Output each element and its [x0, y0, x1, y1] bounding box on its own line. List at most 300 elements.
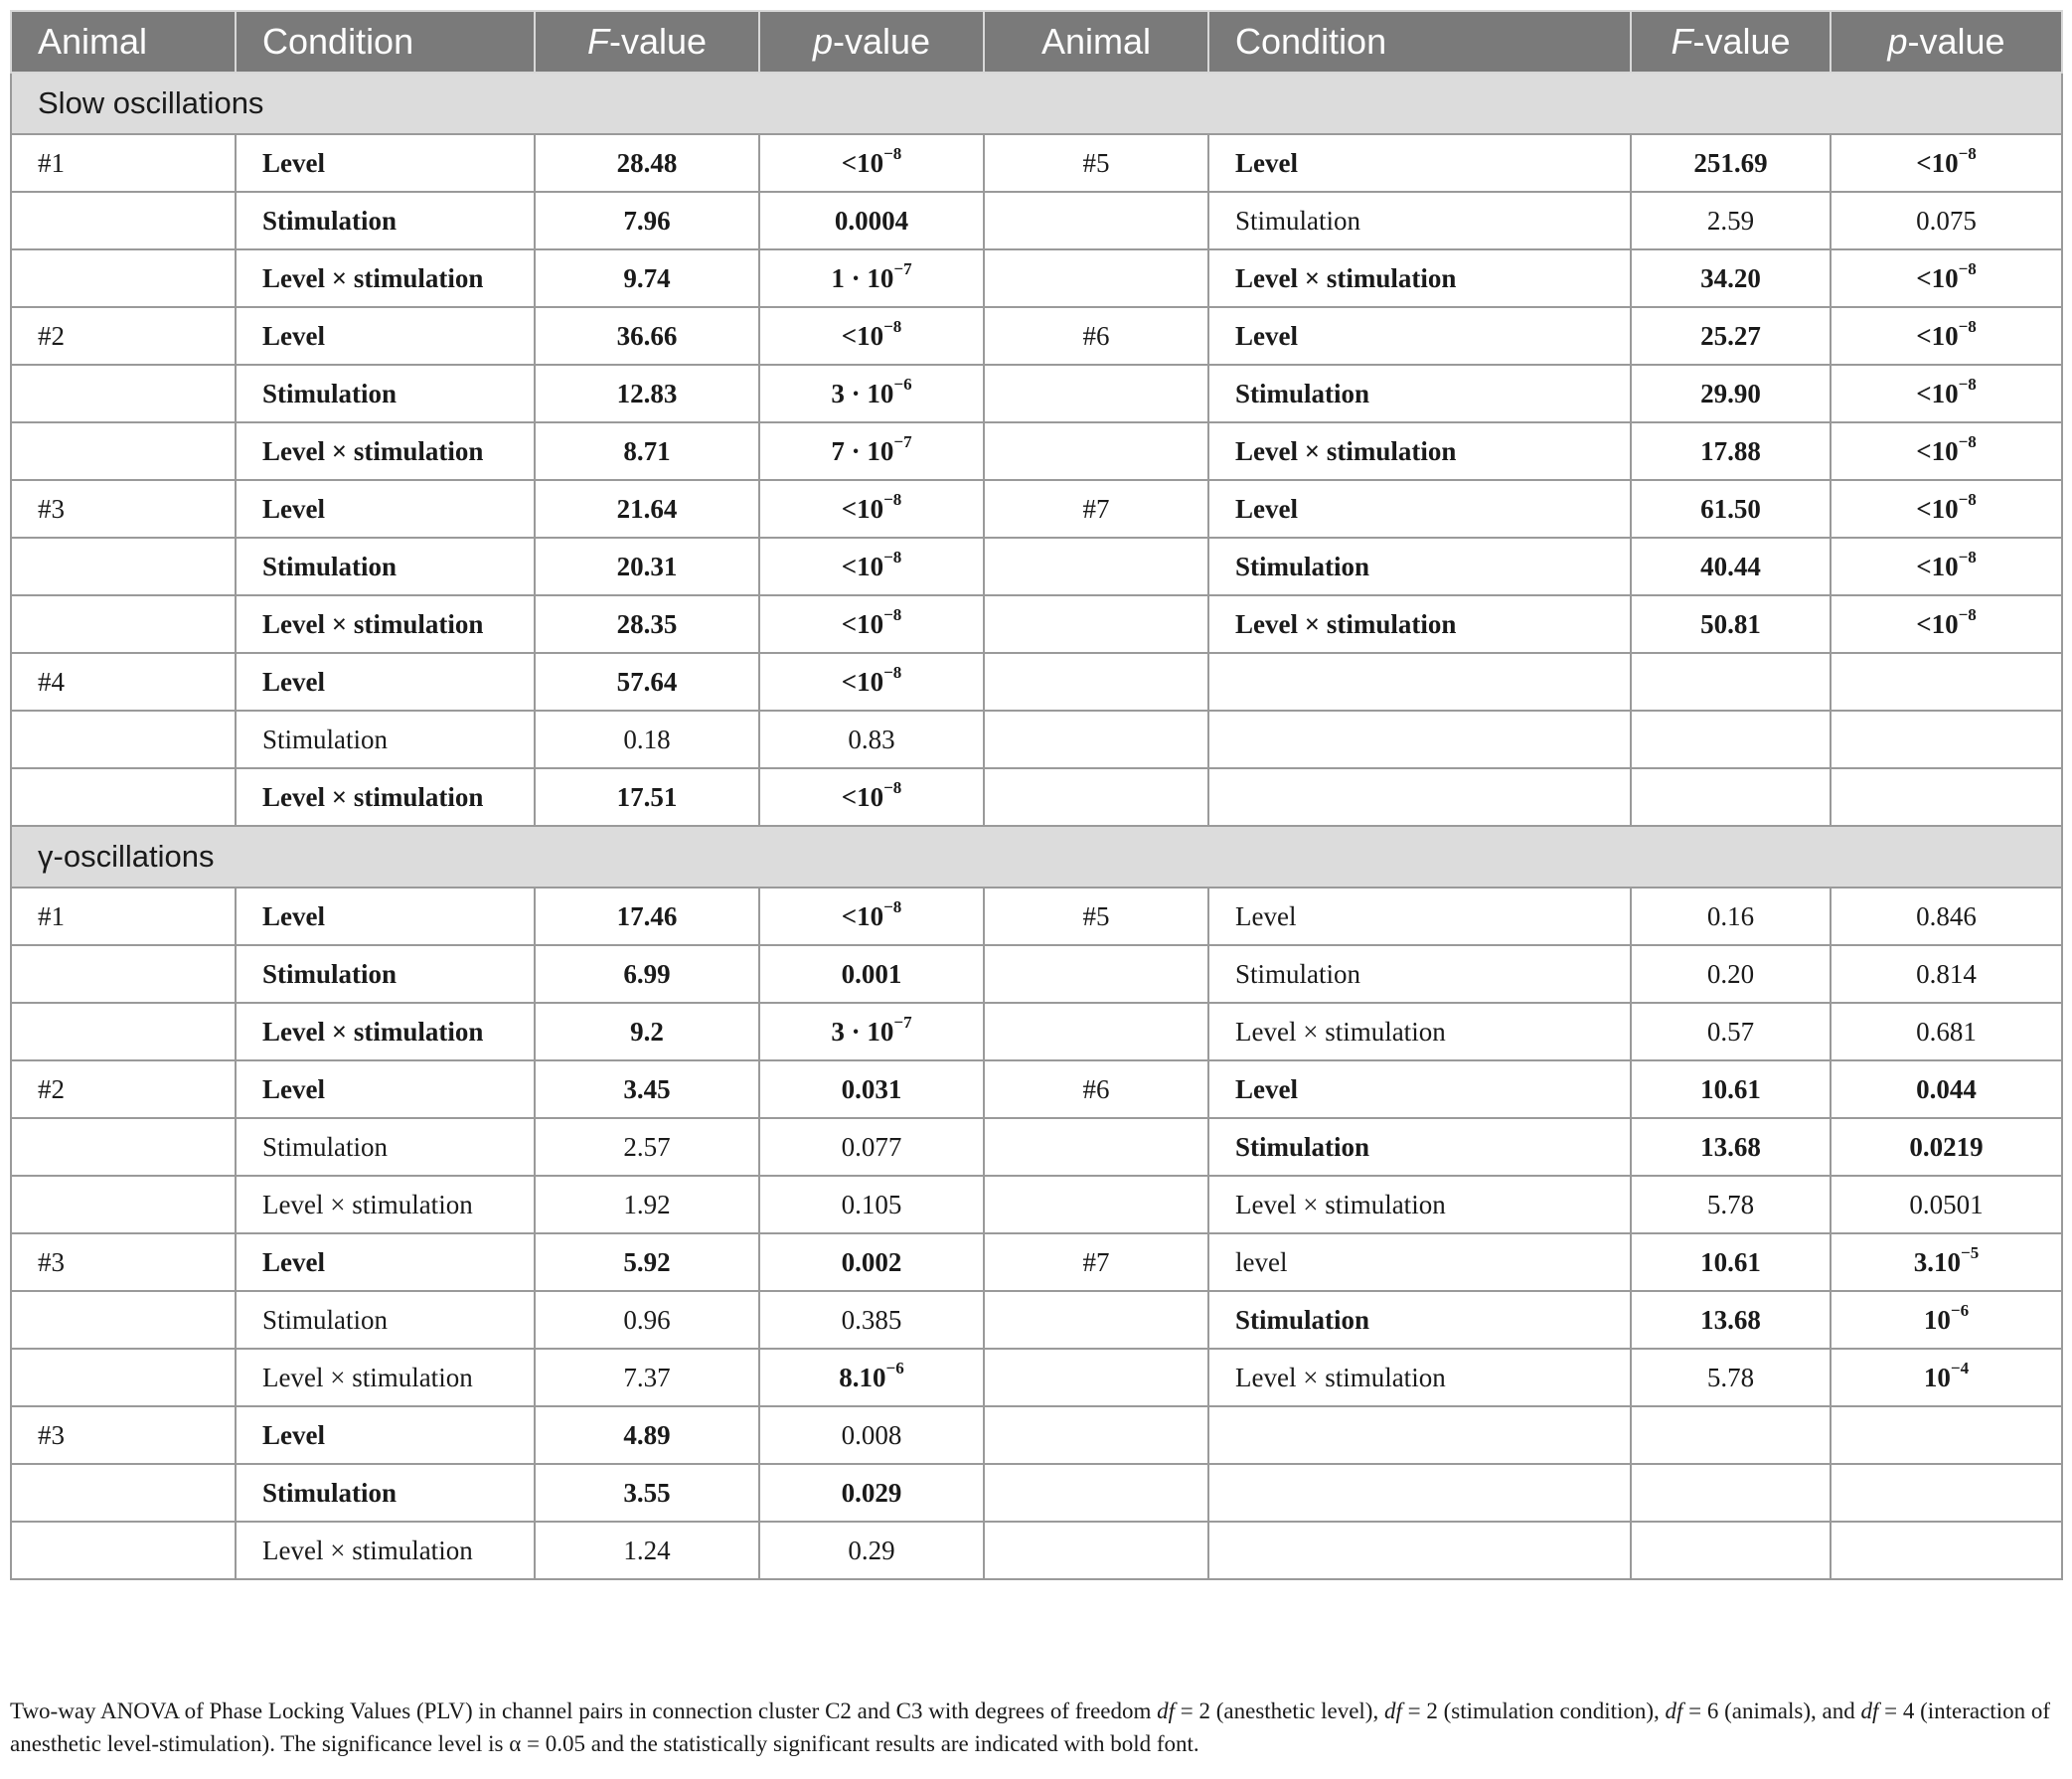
empty-cell [1208, 653, 1631, 711]
empty-cell [984, 653, 1208, 711]
header-animal-left: Animal [11, 11, 236, 73]
table-row [11, 1003, 2062, 1060]
p-value-exponent: −8 [1958, 489, 1977, 509]
p-value-base: <10 [841, 666, 884, 697]
p-value-cell-left [759, 538, 984, 595]
empty-cell [1208, 768, 1631, 826]
condition-cell-right: Level × stimulation [1208, 1003, 1631, 1060]
condition-cell-right: Level × stimulation [1208, 249, 1631, 307]
p-value-base: <10 [841, 551, 884, 581]
p-value-cell-left [759, 192, 984, 249]
condition-cell-left: Level [236, 307, 535, 365]
f-value-cell-left: 36.66 [535, 307, 759, 365]
p-value-cell-left [759, 711, 984, 768]
header-row [11, 11, 2062, 73]
animal-cell-left [11, 1522, 236, 1579]
condition-cell-left: Level × stimulation [236, 422, 535, 480]
empty-cell [1208, 1464, 1631, 1522]
f-value-cell-right: 13.68 [1631, 1118, 1831, 1176]
p-value-base: 0.031 [841, 1073, 902, 1104]
table-row [11, 888, 2062, 945]
empty-cell [984, 1406, 1208, 1464]
p-value-exponent: −6 [1950, 1300, 1970, 1320]
empty-cell [1631, 711, 1831, 768]
p-value-cell-right [1831, 1349, 2062, 1406]
empty-cell [1631, 1522, 1831, 1579]
animal-cell-right [984, 1118, 1208, 1176]
animal-cell-left [11, 1176, 236, 1233]
f-value-cell-left: 28.35 [535, 595, 759, 653]
animal-cell-left: #2 [11, 1060, 236, 1118]
p-value-cell-right [1831, 1118, 2062, 1176]
empty-cell [984, 768, 1208, 826]
p-value-cell-left [759, 595, 984, 653]
condition-cell-left: Level × stimulation [236, 1349, 535, 1406]
header-p-value-left: p-value [759, 11, 984, 73]
p-value-cell-left [759, 1003, 984, 1060]
header-animal-right: Animal [984, 11, 1208, 73]
animal-cell-left: #1 [11, 888, 236, 945]
p-value-exponent: −8 [1958, 258, 1977, 278]
empty-cell [1831, 768, 2062, 826]
animal-cell-right [984, 1291, 1208, 1349]
condition-cell-left: Level × stimulation [236, 1003, 535, 1060]
table-row [11, 538, 2062, 595]
table-row [11, 1522, 2062, 1579]
f-value-cell-right: 34.20 [1631, 249, 1831, 307]
condition-cell-right: Level × stimulation [1208, 1176, 1631, 1233]
p-value-exponent: −7 [893, 258, 912, 278]
p-value-cell-left [759, 365, 984, 422]
condition-cell-left: Level × stimulation [236, 249, 535, 307]
p-value-base: <10 [1916, 551, 1959, 581]
animal-cell-right [984, 538, 1208, 595]
f-value-cell-right: 2.59 [1631, 192, 1831, 249]
p-value-cell-left [759, 1522, 984, 1579]
f-value-cell-left: 28.48 [535, 134, 759, 192]
empty-cell [1208, 711, 1631, 768]
empty-cell [984, 711, 1208, 768]
p-value-cell-right [1831, 1060, 2062, 1118]
header-condition-left: Condition [236, 11, 535, 73]
f-value-cell-right: 17.88 [1631, 422, 1831, 480]
f-value-cell-left: 3.45 [535, 1060, 759, 1118]
p-value-base: 0.002 [841, 1246, 902, 1277]
f-value-cell-left: 8.71 [535, 422, 759, 480]
animal-cell-right: #7 [984, 1233, 1208, 1291]
p-value-cell-left [759, 1464, 984, 1522]
p-value-exponent: −8 [883, 547, 902, 566]
p-value-cell-left [759, 1291, 984, 1349]
p-value-cell-right [1831, 192, 2062, 249]
animal-cell-left [11, 1118, 236, 1176]
animal-cell-left [11, 192, 236, 249]
condition-cell-left: Level × stimulation [236, 595, 535, 653]
animal-cell-left [11, 422, 236, 480]
animal-cell-right [984, 1176, 1208, 1233]
p-value-base: 0.0219 [1909, 1131, 1984, 1162]
p-value-base: 8.10 [839, 1362, 886, 1392]
table-body [11, 73, 2062, 1579]
animal-cell-right: #7 [984, 480, 1208, 538]
animal-cell-left: #3 [11, 480, 236, 538]
p-value-base: <10 [1916, 378, 1959, 408]
table-row [11, 1060, 2062, 1118]
f-value-cell-right: 10.61 [1631, 1233, 1831, 1291]
p-value-exponent: −8 [883, 143, 902, 163]
animal-cell-right [984, 1003, 1208, 1060]
p-value-cell-left [759, 945, 984, 1003]
f-value-cell-right: 5.78 [1631, 1349, 1831, 1406]
p-value-exponent: −8 [1958, 374, 1977, 394]
table-row [11, 1176, 2062, 1233]
table-row [11, 1464, 2062, 1522]
p-value-base: 1 · 10 [831, 262, 894, 293]
animal-cell-left [11, 711, 236, 768]
f-value-cell-left: 17.46 [535, 888, 759, 945]
p-value-cell-right [1831, 134, 2062, 192]
empty-cell [1631, 768, 1831, 826]
condition-cell-left: Stimulation [236, 192, 535, 249]
section-label: Slow oscillations [11, 73, 2062, 134]
condition-cell-left: Level × stimulation [236, 1176, 535, 1233]
condition-cell-left: Level × stimulation [236, 1522, 535, 1579]
f-value-cell-left: 9.74 [535, 249, 759, 307]
animal-cell-right: #5 [984, 134, 1208, 192]
p-value-base: 0.385 [841, 1304, 902, 1335]
f-value-cell-left: 2.57 [535, 1118, 759, 1176]
p-value-cell-right [1831, 595, 2062, 653]
table-row [11, 307, 2062, 365]
condition-cell-left: Stimulation [236, 1464, 535, 1522]
p-value-base: 3 · 10 [831, 1016, 894, 1047]
p-value-base: <10 [1916, 147, 1959, 178]
condition-cell-right: Level [1208, 1060, 1631, 1118]
f-value-cell-left: 1.92 [535, 1176, 759, 1233]
empty-cell [1831, 653, 2062, 711]
f-value-cell-left: 5.92 [535, 1233, 759, 1291]
condition-cell-right: Level [1208, 307, 1631, 365]
animal-cell-left [11, 945, 236, 1003]
condition-cell-right: Stimulation [1208, 538, 1631, 595]
p-value-cell-left [759, 1349, 984, 1406]
condition-cell-left: Level [236, 480, 535, 538]
condition-cell-left: Level [236, 888, 535, 945]
animal-cell-right: #6 [984, 1060, 1208, 1118]
p-value-cell-right [1831, 249, 2062, 307]
section-row [11, 826, 2062, 888]
p-value-base: <10 [841, 147, 884, 178]
f-value-cell-right: 25.27 [1631, 307, 1831, 365]
condition-cell-right: Stimulation [1208, 1118, 1631, 1176]
f-value-cell-left: 57.64 [535, 653, 759, 711]
f-value-cell-left: 12.83 [535, 365, 759, 422]
animal-cell-right [984, 945, 1208, 1003]
p-value-base: 10 [1923, 1362, 1951, 1392]
empty-cell [1631, 653, 1831, 711]
p-value-cell-right [1831, 538, 2062, 595]
animal-cell-left: #4 [11, 653, 236, 711]
p-value-base: 3.10 [1913, 1246, 1962, 1277]
p-value-base: <10 [1916, 262, 1959, 293]
f-value-cell-right: 0.16 [1631, 888, 1831, 945]
p-value-exponent: −8 [1958, 431, 1977, 451]
p-value-base: <10 [841, 781, 884, 812]
empty-cell [1831, 1522, 2062, 1579]
header-f-value-left: F-value [535, 11, 759, 73]
animal-cell-right [984, 192, 1208, 249]
f-value-cell-right: 5.78 [1631, 1176, 1831, 1233]
p-value-exponent: −6 [885, 1358, 904, 1377]
f-value-cell-left: 21.64 [535, 480, 759, 538]
p-value-base: 0.044 [1916, 1073, 1977, 1104]
condition-cell-left: Stimulation [236, 538, 535, 595]
p-value-base: 0.83 [848, 724, 895, 754]
animal-cell-right [984, 1349, 1208, 1406]
p-value-cell-right [1831, 480, 2062, 538]
p-value-exponent: −7 [893, 431, 912, 451]
table-row [11, 711, 2062, 768]
p-value-exponent: −6 [893, 374, 912, 394]
table-row [11, 480, 2062, 538]
empty-cell [1208, 1406, 1631, 1464]
table-row [11, 1349, 2062, 1406]
animal-cell-right [984, 365, 1208, 422]
p-value-base: 0.681 [1916, 1016, 1977, 1047]
f-value-cell-right: 251.69 [1631, 134, 1831, 192]
p-value-base: <10 [841, 493, 884, 524]
p-value-exponent: −8 [1958, 547, 1977, 566]
table-row [11, 365, 2062, 422]
empty-cell [1631, 1464, 1831, 1522]
table-row [11, 595, 2062, 653]
animal-cell-left [11, 1291, 236, 1349]
p-value-base: <10 [1916, 435, 1959, 466]
p-value-base: <10 [841, 320, 884, 351]
table-row [11, 192, 2062, 249]
p-value-cell-left [759, 1233, 984, 1291]
p-value-exponent: −8 [883, 662, 902, 682]
f-value-cell-right: 13.68 [1631, 1291, 1831, 1349]
p-value-cell-left [759, 1118, 984, 1176]
section-label: γ-oscillations [11, 826, 2062, 888]
p-value-base: <10 [1916, 493, 1959, 524]
animal-cell-right [984, 595, 1208, 653]
animal-cell-right [984, 249, 1208, 307]
table-row [11, 134, 2062, 192]
p-value-base: 0.0501 [1909, 1189, 1984, 1219]
p-value-base: 0.001 [841, 958, 902, 989]
p-value-exponent: −8 [883, 896, 902, 916]
condition-cell-left: Stimulation [236, 1118, 535, 1176]
f-value-cell-right: 0.57 [1631, 1003, 1831, 1060]
p-value-exponent: −8 [1958, 316, 1977, 336]
animal-cell-left: #2 [11, 307, 236, 365]
p-value-exponent: −8 [1958, 604, 1977, 624]
p-value-cell-right [1831, 1291, 2062, 1349]
p-value-exponent: −8 [883, 316, 902, 336]
p-value-base: 0.008 [841, 1419, 902, 1450]
p-value-cell-left [759, 1406, 984, 1464]
p-value-cell-left [759, 422, 984, 480]
p-value-base: 0.0004 [834, 205, 909, 236]
header-condition-right: Condition [1208, 11, 1631, 73]
f-value-cell-left: 1.24 [535, 1522, 759, 1579]
animal-cell-left: #3 [11, 1406, 236, 1464]
table-row [11, 249, 2062, 307]
p-value-base: 3 · 10 [831, 378, 894, 408]
table-row [11, 945, 2062, 1003]
condition-cell-left: Stimulation [236, 1291, 535, 1349]
table-row [11, 653, 2062, 711]
condition-cell-left: Stimulation [236, 711, 535, 768]
animal-cell-left [11, 768, 236, 826]
p-value-exponent: −4 [1950, 1358, 1970, 1377]
p-value-cell-right [1831, 422, 2062, 480]
table-caption: Two-way ANOVA of Phase Locking Values (PLV) in channel pairs in connection cluster C2 and C3 with degrees of freedom df = 2 (anesthetic level), df = 2 (stimulation condition), df = 6 (animals), and df = 4 (interaction of anesthetic level-stimulation). The significance level is α = 0.05 and the statistically significant results are indicated with bold font. [10, 1698, 2050, 1756]
p-value-exponent: −7 [893, 1012, 912, 1032]
table-row [11, 1291, 2062, 1349]
p-value-cell-left [759, 480, 984, 538]
condition-cell-right: Level [1208, 888, 1631, 945]
p-value-cell-right [1831, 1176, 2062, 1233]
condition-cell-left: Level [236, 1406, 535, 1464]
empty-cell [1631, 1406, 1831, 1464]
animal-cell-left [11, 249, 236, 307]
condition-cell-left: Stimulation [236, 365, 535, 422]
f-value-cell-left: 0.18 [535, 711, 759, 768]
condition-cell-left: Level [236, 653, 535, 711]
table-row [11, 1233, 2062, 1291]
p-value-cell-right [1831, 888, 2062, 945]
p-value-base: 0.846 [1916, 900, 1977, 931]
condition-cell-right: Stimulation [1208, 365, 1631, 422]
p-value-base: 0.29 [848, 1535, 895, 1565]
table-row [11, 1406, 2062, 1464]
animal-cell-left [11, 1464, 236, 1522]
condition-cell-right: Level [1208, 134, 1631, 192]
table-row [11, 1118, 2062, 1176]
animal-cell-left [11, 538, 236, 595]
p-value-base: 7 · 10 [831, 435, 894, 466]
p-value-exponent: −8 [883, 604, 902, 624]
animal-cell-right: #6 [984, 307, 1208, 365]
condition-cell-left: Level × stimulation [236, 768, 535, 826]
p-value-base: 0.029 [841, 1477, 902, 1508]
condition-cell-right: Level × stimulation [1208, 422, 1631, 480]
empty-cell [984, 1464, 1208, 1522]
condition-cell-right: Stimulation [1208, 1291, 1631, 1349]
p-value-cell-left [759, 768, 984, 826]
animal-cell-left [11, 365, 236, 422]
f-value-cell-right: 40.44 [1631, 538, 1831, 595]
f-value-cell-right: 50.81 [1631, 595, 1831, 653]
condition-cell-right: Level × stimulation [1208, 1349, 1631, 1406]
p-value-cell-right [1831, 1233, 2062, 1291]
p-value-cell-right [1831, 1003, 2062, 1060]
empty-cell [1831, 711, 2062, 768]
header-f-value-right: F-value [1631, 11, 1831, 73]
p-value-cell-right [1831, 945, 2062, 1003]
animal-cell-left [11, 1349, 236, 1406]
p-value-base: 0.814 [1916, 958, 1977, 989]
f-value-cell-right: 0.20 [1631, 945, 1831, 1003]
p-value-base: 10 [1923, 1304, 1951, 1335]
animal-cell-left: #1 [11, 134, 236, 192]
p-value-cell-left [759, 888, 984, 945]
f-value-cell-left: 9.2 [535, 1003, 759, 1060]
f-value-cell-right: 29.90 [1631, 365, 1831, 422]
anova-table [10, 10, 2063, 1580]
p-value-exponent: −8 [883, 777, 902, 797]
table-row [11, 422, 2062, 480]
anova-table-container [10, 10, 2061, 1580]
header-p-value-right: p-value [1831, 11, 2062, 73]
p-value-cell-left [759, 134, 984, 192]
condition-cell-right: Stimulation [1208, 945, 1631, 1003]
empty-cell [1831, 1406, 2062, 1464]
empty-cell [1831, 1464, 2062, 1522]
condition-cell-right: level [1208, 1233, 1631, 1291]
condition-cell-left: Level [236, 1233, 535, 1291]
f-value-cell-right: 10.61 [1631, 1060, 1831, 1118]
table-row [11, 768, 2062, 826]
animal-cell-right: #5 [984, 888, 1208, 945]
animal-cell-right [984, 422, 1208, 480]
p-value-base: <10 [841, 900, 884, 931]
condition-cell-left: Level [236, 134, 535, 192]
p-value-cell-right [1831, 365, 2062, 422]
p-value-exponent: −8 [883, 489, 902, 509]
f-value-cell-left: 20.31 [535, 538, 759, 595]
condition-cell-right: Level × stimulation [1208, 595, 1631, 653]
p-value-base: <10 [1916, 320, 1959, 351]
p-value-cell-left [759, 307, 984, 365]
f-value-cell-right: 61.50 [1631, 480, 1831, 538]
p-value-base: 0.075 [1916, 205, 1977, 236]
p-value-base: <10 [841, 608, 884, 639]
p-value-cell-left [759, 249, 984, 307]
animal-cell-left: #3 [11, 1233, 236, 1291]
f-value-cell-left: 3.55 [535, 1464, 759, 1522]
empty-cell [984, 1522, 1208, 1579]
f-value-cell-left: 7.37 [535, 1349, 759, 1406]
section-row [11, 73, 2062, 134]
condition-cell-right: Level [1208, 480, 1631, 538]
f-value-cell-left: 6.99 [535, 945, 759, 1003]
f-value-cell-left: 17.51 [535, 768, 759, 826]
animal-cell-left [11, 595, 236, 653]
animal-cell-left [11, 1003, 236, 1060]
f-value-cell-left: 7.96 [535, 192, 759, 249]
p-value-exponent: −5 [1961, 1242, 1980, 1262]
p-value-base: 0.105 [841, 1189, 902, 1219]
f-value-cell-left: 0.96 [535, 1291, 759, 1349]
p-value-cell-left [759, 1060, 984, 1118]
p-value-base: <10 [1916, 608, 1959, 639]
condition-cell-left: Level [236, 1060, 535, 1118]
p-value-exponent: −8 [1958, 143, 1977, 163]
p-value-cell-right [1831, 307, 2062, 365]
empty-cell [1208, 1522, 1631, 1579]
p-value-cell-left [759, 653, 984, 711]
f-value-cell-left: 4.89 [535, 1406, 759, 1464]
p-value-base: 0.077 [841, 1131, 902, 1162]
condition-cell-right: Stimulation [1208, 192, 1631, 249]
p-value-cell-left [759, 1176, 984, 1233]
condition-cell-left: Stimulation [236, 945, 535, 1003]
table-header [11, 11, 2062, 73]
